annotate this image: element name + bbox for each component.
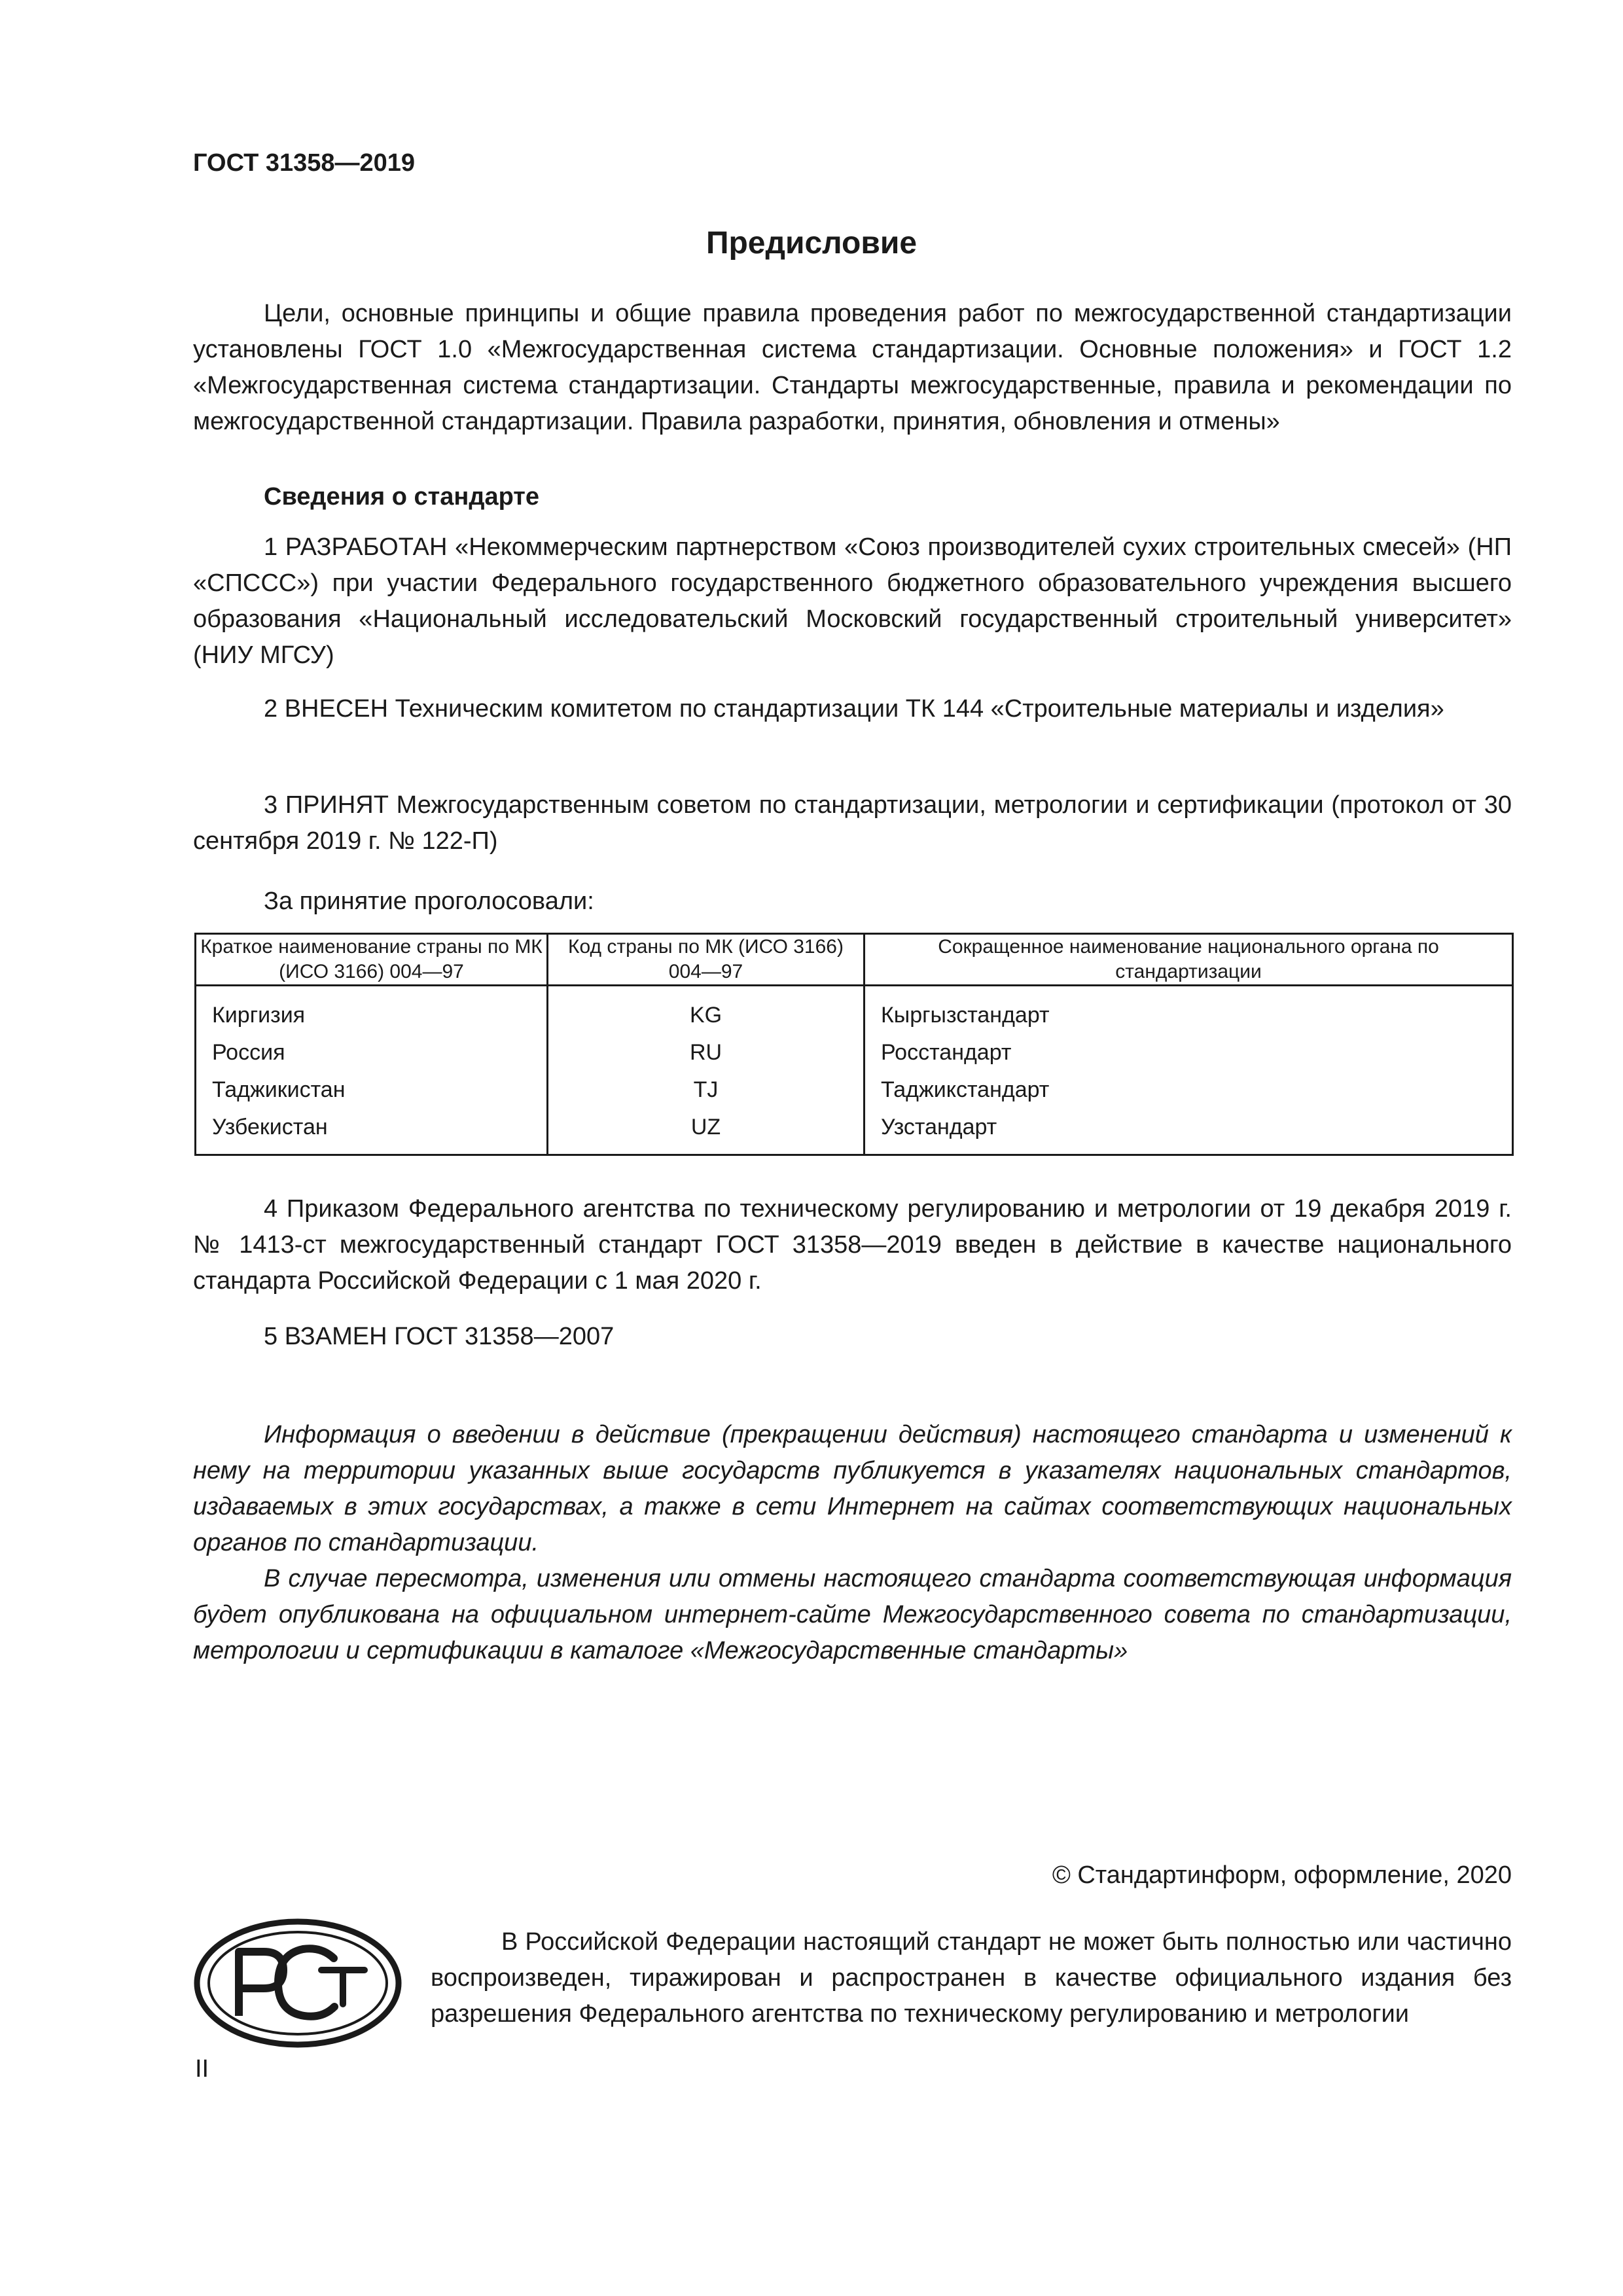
table-row [196, 1109, 1513, 1155]
pct-certification-mark-icon [193, 1918, 402, 2049]
intro-paragraph: Цели, основные принципы и общие правила проведения работ по межгосударственной стандартизации установлены ГОСТ 1.0 «Межгосударственная система стандартизации. Основные положения» и ГОСТ 1.2 «Межгосударственная система стандартизации. Стандарты межгосударственные, правила и рекомендации по межгосударственной стандартизации. Правила разработки, принятия, обновления и отмены» [193, 300, 1512, 435]
document-code: ГОСТ 31358—2019 [193, 149, 416, 177]
voting-countries-table [194, 933, 1514, 1156]
column-header-code: Код страны по МК (ИСО 3166) 004—97 [548, 934, 865, 986]
cell-body: Кыргызстандарт [865, 986, 1513, 1035]
cell-body: Узстандарт [865, 1109, 1513, 1155]
cell-code: KG [548, 986, 865, 1035]
copyright-notice: В Российской Федерации настоящий стандарт не может быть полностью или частично воспроизведен, тиражирован и распространен в качестве официального издания без разрешения Федерального агентства по техническому регулированию и метрологии [431, 1928, 1512, 2028]
item-replaces: 5 ВЗАМЕН ГОСТ 31358—2007 [264, 1323, 615, 1350]
item-developed: 1 РАЗРАБОТАН «Некоммерческим партнерством «Союз производителей сухих строительных смесей» (НП «СПССС») при участии Федерального государственного бюджетного образовательного учреждения высшего образования «Национальный исследовательский Московский государственный строительный университет» (НИУ МГСУ) [193, 533, 1512, 669]
table-row [196, 1034, 1513, 1071]
notice-publication: Информация о введении в действие (прекращении действия) настоящего стандарта и изменений к нему на территории указанных выше государств публикуется в указателях национальных стандартов, издаваемых в этих государствах, а также в сети Интернет на сайтах соответствующих национальных органов по стандартизации. [193, 1421, 1512, 1556]
table-row [196, 986, 1513, 1035]
cell-code: TJ [548, 1071, 865, 1109]
item-order: 4 Приказом Федерального агентства по техническому регулированию и метрологии от 19 декабря 2019 г. № 1413-ст межгосударственный стандарт ГОСТ 31358—2019 введен в действие в качестве национального стандарта Российской Федерации с 1 мая 2020 г. [193, 1195, 1512, 1295]
column-header-body: Сокращенное наименование национального органа по стандартизации [865, 934, 1513, 986]
copyright-line: © Стандартинформ, оформление, 2020 [1052, 1861, 1512, 1889]
cell-country: Россия [196, 1034, 548, 1071]
item-adopted: 3 ПРИНЯТ Межгосударственным советом по стандартизации, метрологии и сертификации (протокол от 30 сентября 2019 г. № 122-П) [193, 791, 1512, 855]
cell-body: Таджикстандарт [865, 1071, 1513, 1109]
page-number: II [195, 2055, 209, 2083]
cell-body: Росстандарт [865, 1034, 1513, 1071]
vote-caption: За принятие проголосовали: [264, 888, 594, 915]
cell-country: Киргизия [196, 986, 548, 1035]
page-title: Предисловие [705, 226, 918, 260]
cell-code: RU [548, 1034, 865, 1071]
cell-code: UZ [548, 1109, 865, 1155]
cell-country: Таджикистан [196, 1071, 548, 1109]
column-header-country: Краткое наименование страны по МК (ИСО 3166) 004—97 [196, 934, 548, 986]
table-row [196, 1071, 1513, 1109]
notice-revision: В случае пересмотра, изменения или отмены настоящего стандарта соответствующая информация будет опубликована на официальном интернет-сайте Межгосударственного совета по стандартизации, метрологии и сертификации в каталоге «Межгосударственные стандарты» [193, 1565, 1512, 1664]
item-submitted: 2 ВНЕСЕН Техническим комитетом по стандартизации ТК 144 «Строительные материалы и изделия» [264, 695, 1444, 723]
table-header-row [196, 934, 1513, 986]
cell-country: Узбекистан [196, 1109, 548, 1155]
pct-logo-graphic [193, 1918, 402, 2049]
section-heading-standard-info: Сведения о стандарте [264, 483, 540, 511]
